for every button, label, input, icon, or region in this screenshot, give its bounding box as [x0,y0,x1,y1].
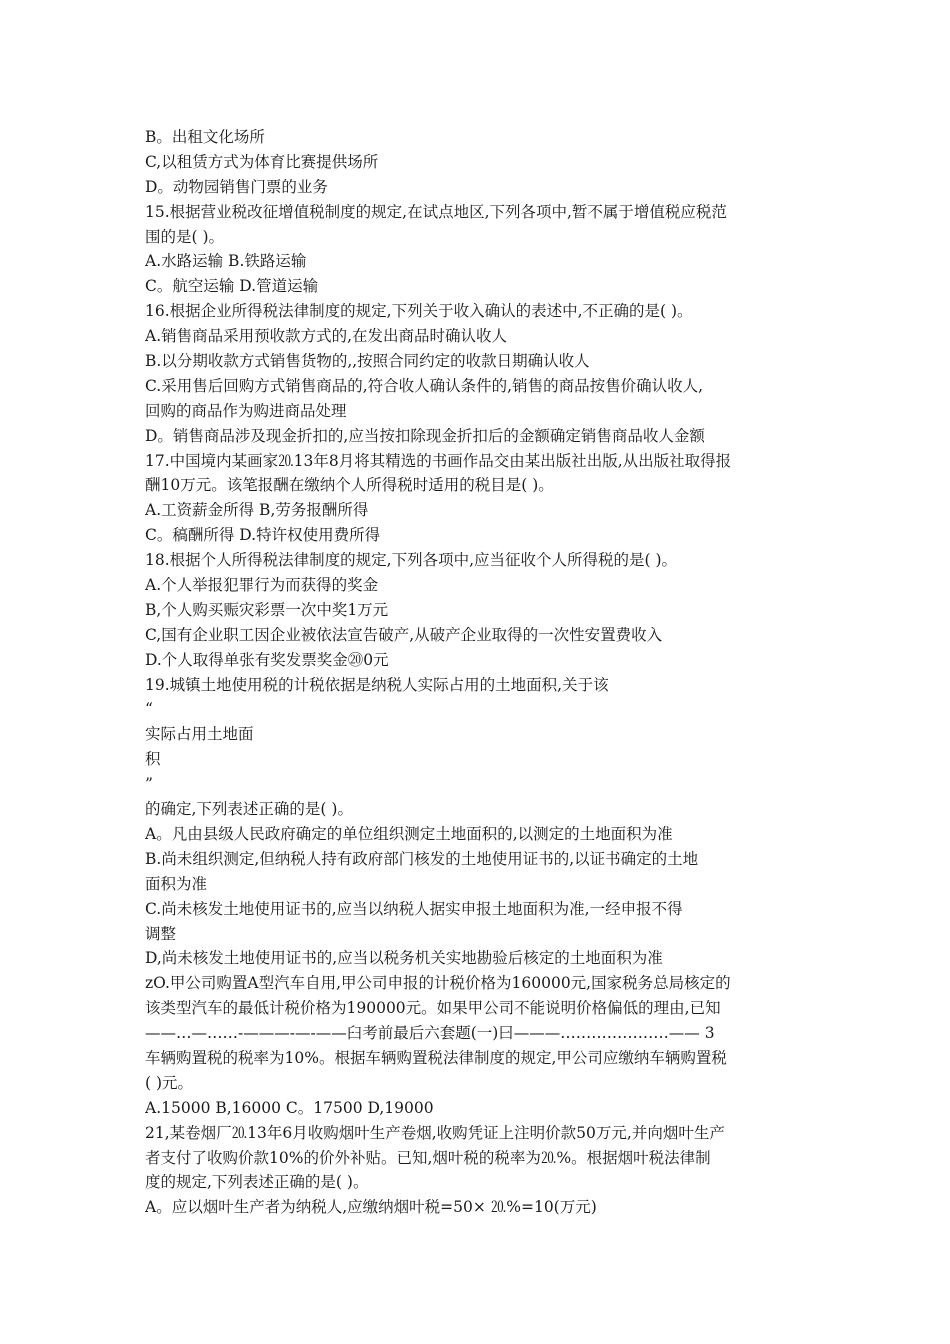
text-line: 19.城镇土地使用税的计税依据是纳税人实际占用的土地面积,关于该 [145,675,609,694]
text-line: C.尚未核发土地使用证书的,应当以纳税人据实申报土地面积为准,一经申报不得 [145,899,683,918]
text-line: D.个人取得单张有奖发票奖金⑳0元 [145,650,389,669]
text-line: C,国有企业职工因企业被依法宣告破产,从破产企业取得的一次性安置费收入 [145,625,663,644]
text-line: A.个人举报犯罪行为而获得的奖金 [145,576,379,595]
text-line: D,尚未核发土地使用证书的,应当以税务机关实地勘验后核定的土地面积为准 [145,949,663,968]
text-line: A.水路运输 B.铁路运输 [145,252,307,271]
text-line: A.销售商品采用预收款方式的,在发出商品时确认收人 [145,327,508,346]
text-line: 18.根据个人所得税法律制度的规定,下列各项中,应当征收个人所得税的是( )。 [145,551,678,570]
text-line: C。稿酬所得 D.特许权使用费所得 [145,526,381,545]
text-line: B.以分期收款方式销售货物的,,按照合同约定的收款日期确认收人 [145,352,590,371]
text-line: A.工资薪金所得 B,劳务报酬所得 [145,501,369,520]
text-line: B。出租文化场所 [145,128,265,146]
text-line: “ [145,700,153,719]
text-line: 15.根据营业税改征增值税制度的规定,在试点地区,下列各项中,暂不属于增值税应税范 [145,202,727,221]
text-line: C。航空运输 D.管道运输 [145,277,319,296]
text-line: zO.甲公司购置A型汽车自用,甲公司申报的计税价格为160000元,国家税务总局核定的 [145,974,731,993]
text-line: 面积为准 [145,874,208,893]
text-line: B,个人购买赈灾彩票一次中奖1万元 [145,600,389,619]
text-line: 回购的商品作为购进商品处理 [145,401,347,420]
text-line: C,以租赁方式为体育比赛提供场所 [145,152,379,171]
text-line: 调整 [145,924,177,943]
text-line: ——…—……-———-—-——臼考前最后六套题(一)曰———…………………—— 3 [145,1024,715,1043]
text-line: 者支付了收购价款10%的价外补贴。已知,烟叶税的税率为⒛%。根据烟叶税法律制 [145,1148,711,1167]
document-body [145,125,795,1220]
text-line: 酬10万元。该笔报酬在缴纳个人所得税时适用的税目是( )。 [145,476,554,495]
text-line: D。销售商品涉及现金折扣的,应当按扣除现金折扣后的金额确定销售商品收人金额 [145,426,705,445]
text-line: 积 [145,750,161,769]
text-line: 16.根据企业所得税法律制度的规定,下列关于收入确认的表述中,不正确的是( )。 [145,302,693,321]
text-line: B.尚未组织测定,但纳税人持有政府部门核发的土地使用证书的,以证书确定的土地 [145,849,699,868]
text-line: 该类型汽车的最低计税价格为190000元。如果甲公司不能说明价格偏低的理由,已知 [145,999,721,1018]
text-line: C.采用售后回购方式销售商品的,符合收人确认条件的,销售的商品按售价确认收人, [145,376,704,395]
text-line: A。凡由县级人民政府确定的单位组织测定土地面积的,以测定的土地面积为准 [145,824,673,843]
text-line: 21,某卷烟厂⒛13年6月收购烟叶生产卷烟,收购凭证上注明价款50万元,并向烟叶生产 [145,1123,725,1142]
text-line: ( )元。 [145,1073,194,1092]
text-line: A.15000 B,16000 C。17500 D,19000 [145,1098,434,1117]
text-line: D。动物园销售门票的业务 [145,177,328,196]
text-line: 车辆购置税的税率为10%。根据车辆购置税法律制度的规定,甲公司应缴纳车辆购置税 [145,1048,727,1067]
text-line: 围的是( )。 [145,227,225,246]
text-line: 17.中国境内某画家⒛13年8月将其精选的书画作品交由某出版社出版,从出版社取得报 [145,451,732,470]
text-line: 度的规定,下列表述正确的是( )。 [145,1173,369,1192]
text-line: 的确定,下列表述正确的是( )。 [145,800,353,819]
text-line: 实际占用土地面 [145,725,254,744]
text-line: ” [145,775,153,794]
text-line: A。应以烟叶生产者为纳税人,应缴纳烟叶税=50× ⒛%=10(万元) [145,1198,597,1217]
